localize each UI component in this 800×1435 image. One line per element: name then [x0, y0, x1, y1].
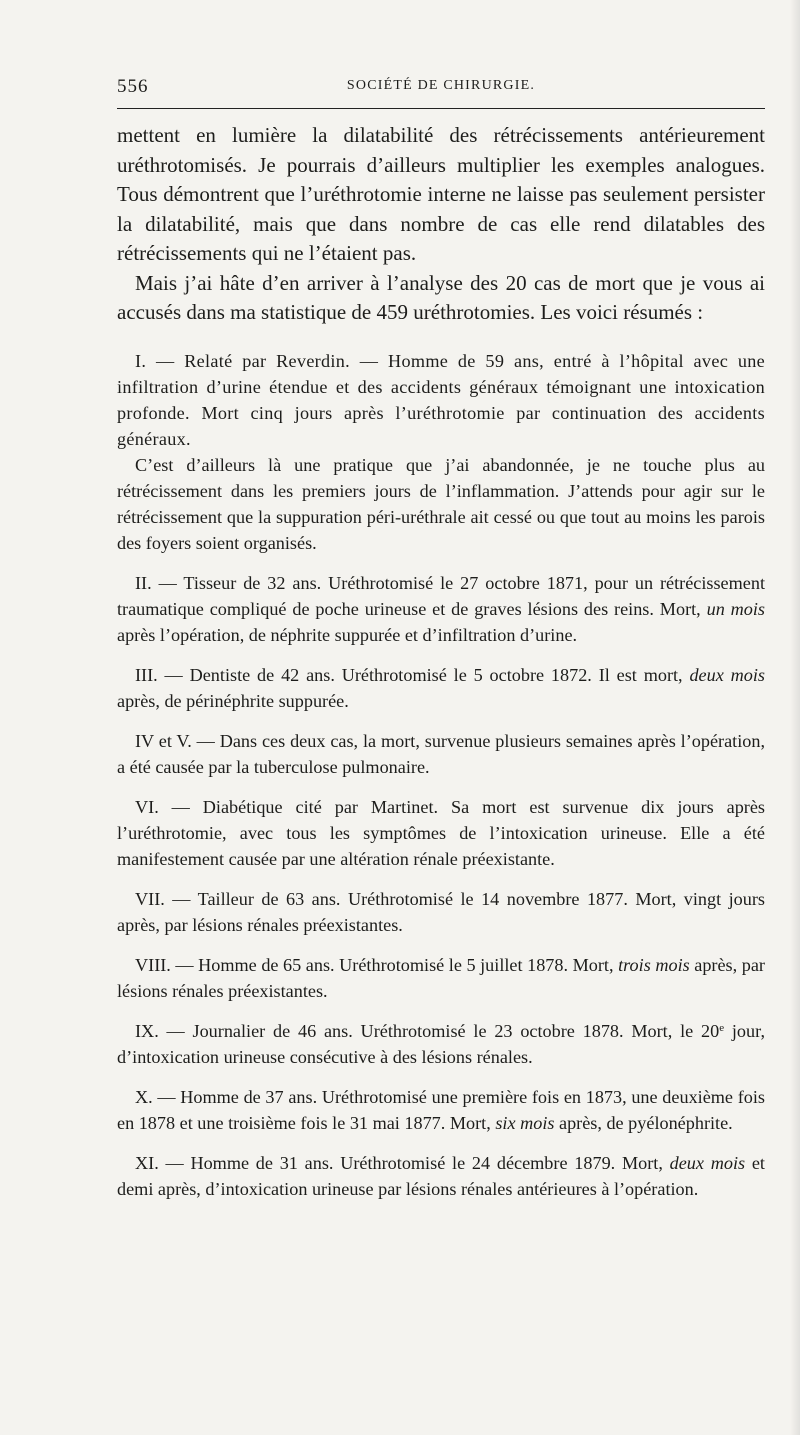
case-4-5: [117, 728, 765, 780]
case-1: [117, 348, 765, 556]
case-3: [117, 662, 765, 714]
intro-paragraph-2: Mais j’ai hâte d’en arriver à l’analyse des 20 cas de mort que je vous ai accusés dans ma statistique de 459 uréthrotomies. Les voici résumés :: [117, 270, 765, 324]
case-1-comment: C’est d’ailleurs là une pratique que j’ai abandonnée, je ne touche plus au rétrécissement dans les premiers jours de l’inflammation. J’attends pour agir sur le rétrécissement que la suppuration péri-uréthrale ait cessé ou que tout au moins les parois des foyers soient organisés.: [117, 454, 765, 553]
running-header: [117, 68, 765, 100]
case-2-part-b: après l’opération, de néphrite suppurée et d’infiltration d’urine.: [117, 624, 578, 645]
case-8: [117, 952, 765, 1004]
case-9-part-b: jour, d’intoxication urineuse consécutive à des lésions rénales.: [117, 1020, 765, 1067]
case-8-part-a: VIII. — Homme de 65 ans. Uréthrotomisé le 5 juillet 1878. Mort,: [135, 954, 619, 975]
case-10: [117, 1084, 765, 1136]
case-10-part-a: X. — Homme de 37 ans. Uréthrotomisé une première fois en 1873, une deuxième fois en 1878 et une troisième fois le 31 mai 1877. Mort,: [117, 1086, 765, 1133]
case-4-5-text: IV et V. — Dans ces deux cas, la mort, survenue plusieurs semaines après l’opération, a été causée par la tuberculose pulmonaire.: [117, 730, 765, 777]
case-9-superscript: e: [719, 1021, 725, 1034]
case-6-text: VI. — Diabétique cité par Martinet. Sa mort est survenue dix jours après l’uréthrotomie, avec tous les symptômes de l’intoxication urineuse. Elle a été manifestement causée par une altération rénale préexistante.: [117, 796, 765, 869]
intro-paragraph-1: mettent en lumière la dilatabilité des rétrécissements antérieurement uréthrotomisés. Je pourrais d’ailleurs multiplier les exemples analogues. Tous démontrent que l’uréthrotomie interne ne laisse pas seulement persister la dilatabilité, mais que dans nombre de cas elle rend dilatables des rétrécissements qui ne l’étaient pas.: [117, 123, 765, 265]
case-2-part-a: II. — Tisseur de 32 ans. Uréthrotomisé le 27 octobre 1871, pour un rétrécissement traumatique compliqué de poche urineuse et de graves lésions des reins. Mort,: [117, 572, 765, 619]
case-2-text: [117, 570, 765, 648]
case-1-text: I. — Relaté par Reverdin. — Homme de 59 ans, entré à l’hôpital avec une infiltration d’urine étendue et des accidents généraux témoignant une intoxication profonde. Mort cinq jours après l’uréthrotomie par continuation des accidents généraux.: [117, 350, 765, 449]
intro-text: [117, 121, 765, 328]
case-6: [117, 794, 765, 872]
case-list: [117, 348, 765, 1202]
case-7: [117, 886, 765, 938]
page-number: 556: [117, 76, 149, 97]
case-11-emphasis: deux mois: [669, 1152, 746, 1173]
case-9-part-a: IX. — Journalier de 46 ans. Uréthrotomisé le 23 octobre 1878. Mort, le 20: [135, 1020, 720, 1041]
case-7-text: VII. — Tailleur de 63 ans. Uréthrotomisé le 14 novembre 1877. Mort, vingt jours après, par lésions rénales préexistantes.: [117, 888, 765, 935]
case-3-part-a: III. — Dentiste de 42 ans. Uréthrotomisé le 5 octobre 1872. Il est mort,: [135, 664, 690, 685]
case-8-text: [117, 952, 765, 1004]
page-edge-shadow: [790, 0, 800, 1435]
case-11-part-a: XI. — Homme de 31 ans. Uréthrotomisé le 24 décembre 1879. Mort,: [135, 1152, 670, 1173]
case-3-text: [117, 662, 765, 714]
running-title: SOCIÉTÉ DE CHIRURGIE.: [346, 78, 536, 93]
case-10-emphasis: six mois: [495, 1112, 555, 1133]
case-2-emphasis: un mois: [706, 598, 766, 619]
case-11-text: [117, 1150, 765, 1202]
case-3-emphasis: deux mois: [689, 664, 765, 685]
case-3-part-b: après, de périnéphrite suppurée.: [117, 690, 349, 711]
case-8-emphasis: trois mois: [618, 954, 690, 975]
case-10-text: [117, 1084, 765, 1136]
case-10-part-b: après, de pyélonéphrite.: [554, 1112, 733, 1133]
case-8-part-b: après, par lésions rénales préexistantes.: [117, 954, 765, 1001]
case-11-part-b: et demi après, d’intoxication urineuse par lésions rénales antérieures à l’opération.: [117, 1152, 765, 1199]
case-2: [117, 570, 765, 648]
case-9-text: [117, 1018, 765, 1070]
case-9: [117, 1018, 765, 1070]
case-11: [117, 1150, 765, 1202]
book-page: [117, 68, 765, 1202]
header-rule: [117, 108, 765, 109]
